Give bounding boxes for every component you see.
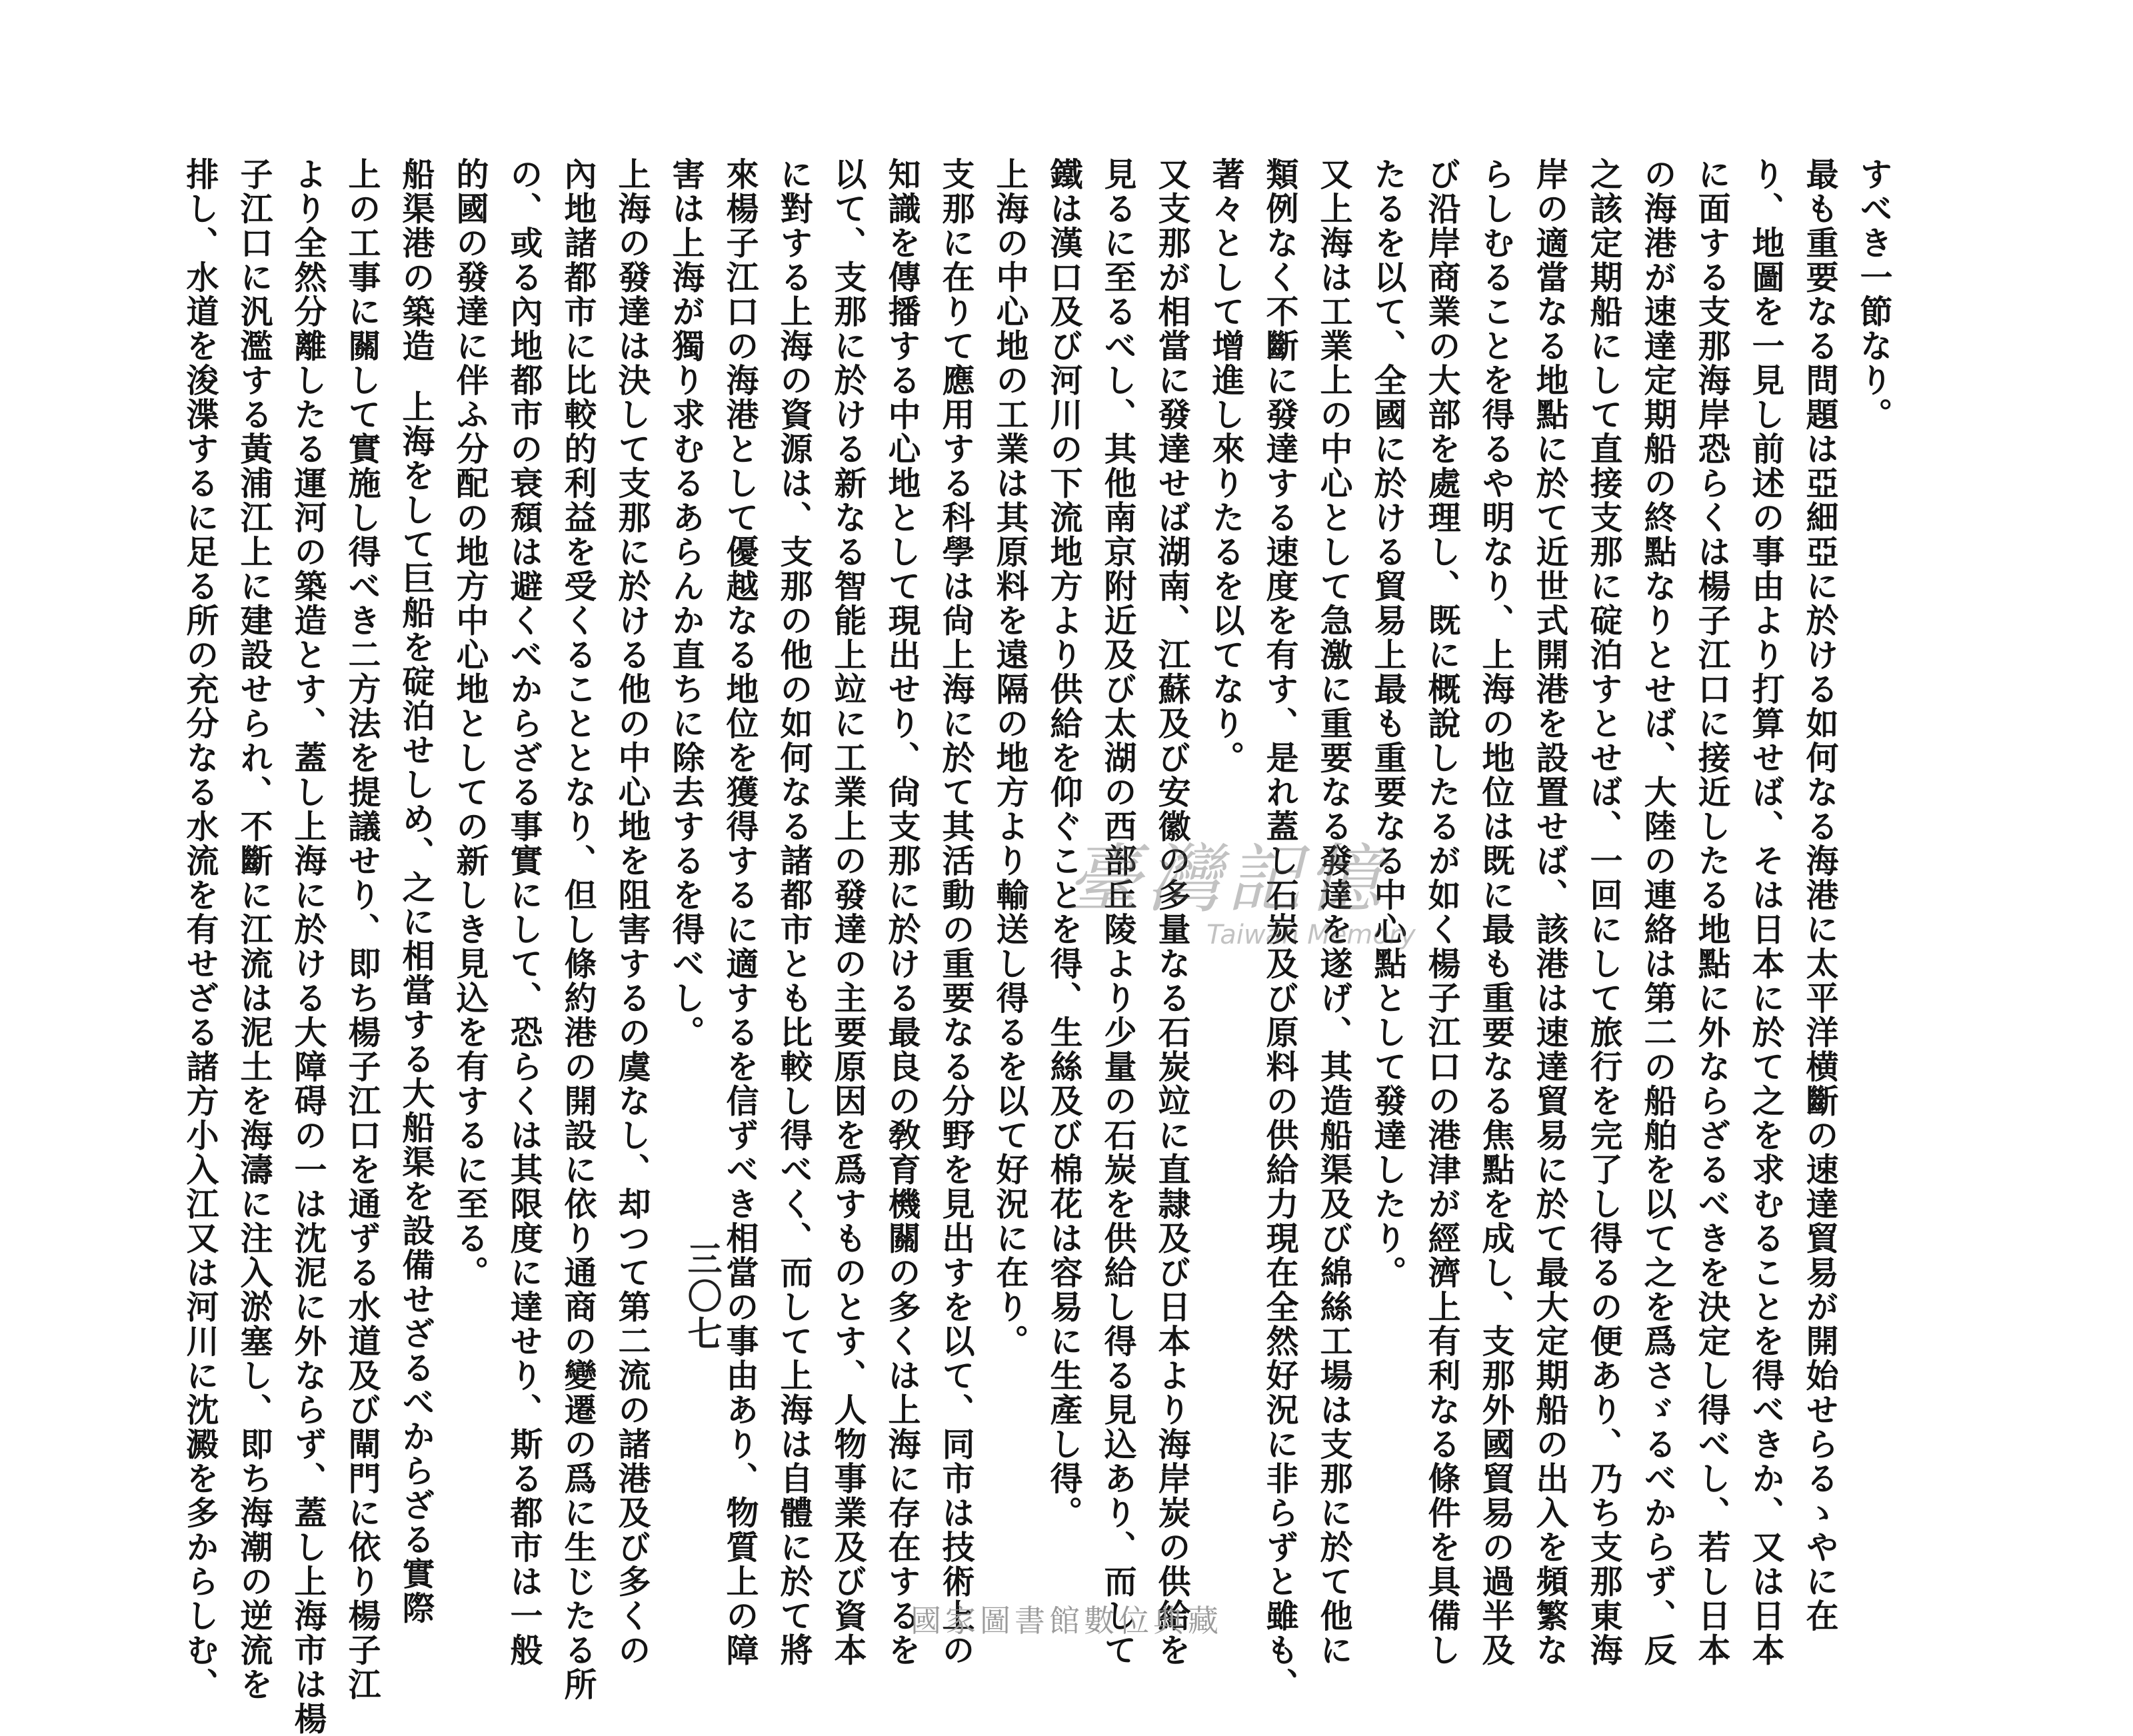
text-column: 來楊子江口の海港として優越なる地位を獲得するに適するを信ずべき相當の事由あり、物質上の障 [721, 157, 760, 1667]
section-heading-column [389, 157, 443, 1625]
section-heading: 船渠港の築造 [397, 157, 436, 363]
text-column: らしむることを得るや明なり、上海の地位は既に最も重要なる焦點を成し、支那外國貿易の過半及 [1477, 157, 1516, 1667]
text-column: 最も重要なる問題は亞細亞に於ける如何なる海港に太平洋横斷の速達貿易が開始せらるゝやに在 [1801, 157, 1840, 1633]
text-column: 害は上海が獨り求むるあらんか直ちに除去するを得べし。 [667, 157, 706, 1050]
text-column: の海港が速達定期船の終點なりとせば、大陸の連絡は第二の船舶を以て之を爲さゞるべからず、反 [1639, 157, 1678, 1667]
text-column: 又上海は工業上の中心として急激に重要なる發達を遂げ、其造船渠及び綿絲工場は支那に於て他に [1315, 157, 1354, 1667]
text-column: 又支那が相當に發達せば湖南、江蘇及び安徽の多量なる石炭竝に直隷及び日本より海岸炭の供給を [1153, 157, 1192, 1667]
text-column: 排し、水道を浚渫するに足る所の充分なる水流を有せざる諸方小入江又は河川に沈澱を多からしむ、 [181, 157, 220, 1702]
text-column: の、或る內地都市の衰頹は避くべからざる事實にして、恐らくは其限度に達せり、斯る都市は一般 [505, 157, 544, 1667]
text-column: 知識を傳播する中心地として現出せり、尙支那に於ける最良の敎育機關の多くは上海に存在するを [883, 157, 922, 1667]
text-column: 內地諸都市に比較的利益を受くることとなり、但し條約港の開設に依り通商の變遷の爲に生じたる所 [559, 157, 598, 1702]
text-column: 子江口に汎濫する黃浦江上に建設せられ、不斷に江流は泥土を海濤に注入淤塞し、即ち海潮の逆流を [235, 157, 274, 1702]
text-column: 上の工事に關して實施し得べき二方法を提議せり、即ち楊子江口を通ずる水道及び閘門に依り楊子江 [343, 157, 382, 1702]
text-column: 見るに至るべし、其他南京附近及び太湖の西部丘陵より少量の石炭を供給し得る見込あり、而して [1099, 157, 1138, 1667]
page-number: 三〇七 [681, 1241, 722, 1353]
text-column: り、地圖を一見し前述の事由より打算せば、そは日本に於て之を求むることを得べきか、又は日本 [1747, 157, 1786, 1667]
text-column: び沿岸商業の大部を處理し、既に概說したるが如く楊子江口の港津が經濟上有利なる條件を具備し [1423, 157, 1462, 1667]
text-column: 之該定期船にして直接支那に碇泊すとせば、一回にして旅行を完了し得るの便あり、乃ち支那東海 [1585, 157, 1624, 1667]
text-column: 著々として增進し來りたるを以てなり。 [1207, 157, 1246, 775]
text-column: に面する支那海岸恐らくは楊子江口に接近したる地點に外ならざるべきを決定し得べし、若し日本 [1693, 157, 1732, 1667]
watermark-subtitle: Taiwan Memory [1206, 920, 1416, 950]
text-column: に對する上海の資源は、支那の他の如何なる諸都市とも比較し得べく、而して上海は自體に於て將 [775, 157, 814, 1667]
footer-credit: 國家圖書館數位典藏 [911, 1603, 1222, 1639]
text-column: 以て、支那に於ける新なる智能上竝に工業上の發達の主要原因を爲すものとす、人物事業及び資本 [829, 157, 868, 1667]
text-column: すべき一節なり。 [1855, 157, 1894, 432]
text-column: たるを以て、全國に於ける貿易上最も重要なる中心點として發達したり。 [1369, 157, 1408, 1290]
text-column: 鐵は漢口及び河川の下流地方より供給を仰ぐことを得、生絲及び棉花は容易に生產し得。 [1045, 157, 1084, 1530]
watermark-title: 臺灣記憶 [1066, 836, 1386, 923]
text-column: 上海の中心地の工業は其原料を遠隔の地方より輸送し得るを以て好況に在り。 [991, 157, 1030, 1359]
text-column: 支那に在りて應用する科學は尙上海に於て其活動の重要なる分野を見出すを以て、同市は技術上の [937, 157, 976, 1667]
text-column-continuation: 上海をして巨船を碇泊せしめ、之に相當する大船渠を設備せざるべからざる實際 [397, 390, 436, 1625]
text-column: より全然分離したる運河の築造とす、蓋し上海に於ける大障碍の一は沈泥に外ならず、蓋し上海市は楊 [289, 157, 328, 1736]
text-column: 的國の發達に伴ふ分配の地方中心地としての新しき見込を有するに至る。 [451, 157, 490, 1290]
text-column: 岸の適當なる地點に於て近世式開港を設置せば、該港は速達貿易に於て最大定期船の出入を頻繁な [1531, 157, 1570, 1667]
text-column: 上海の發達は決して支那に於ける他の中心地を阻害するの虞なし、却つて第二流の諸港及び多くの [613, 157, 652, 1667]
text-column: 類例なく不斷に發達する速度を有す、是れ蓋し石炭及び原料の供給力現在全然好況に非らずと雖も、 [1261, 157, 1300, 1702]
